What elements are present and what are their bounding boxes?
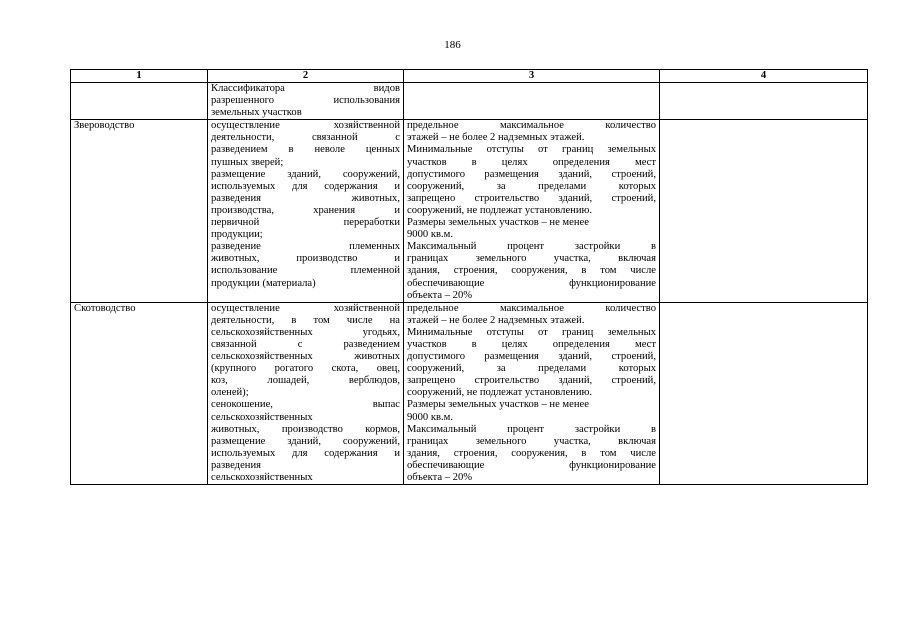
text-line: здания, строения, сооружения, в том числе (407, 265, 656, 277)
text-line: сооружений, за пределами которых (407, 180, 656, 192)
table-row (71, 302, 868, 484)
land-use-parameters (404, 302, 660, 484)
land-use-col-4 (660, 120, 868, 302)
text-line: коз, лошадей, верблюдов, (211, 375, 400, 387)
text-line: животных, производство и (211, 253, 400, 265)
header-col-1: 1 (71, 70, 208, 83)
text-line: запрещено строительство зданий, строений, (407, 375, 656, 387)
text-line: земельных участков (211, 107, 302, 119)
text-line: 9000 кв.м. (407, 411, 453, 423)
land-use-col-4 (660, 302, 868, 484)
land-use-table (70, 69, 868, 485)
land-use-description (208, 120, 404, 302)
land-use-name (71, 120, 208, 302)
text-line: осуществление хозяйственной (211, 120, 400, 132)
land-use-name (71, 302, 208, 484)
text-line: участков в целях определения мест (407, 338, 656, 350)
text-line: сооружений, за пределами которых (407, 363, 656, 375)
text-line: сельскохозяйственных угодьях, (211, 326, 400, 338)
text-line: Скотоводство (74, 302, 136, 314)
text-line: этажей – не более 2 надземных этажей. (407, 132, 585, 144)
text-line: (крупного рогатого скота, овец, (211, 363, 400, 375)
text-line: используемых для содержания и (211, 180, 400, 192)
text-line: разведением в неволе ценных (211, 144, 400, 156)
text-line: 9000 кв.м. (407, 229, 453, 241)
text-line: предельное максимальное количество (407, 120, 656, 132)
text-line: Максимальный процент застройки в (407, 423, 656, 435)
text-line: первичной переработки (211, 217, 400, 229)
text-line: пушных зверей; (211, 156, 284, 168)
text-line: сенокошение, выпас (211, 399, 400, 411)
text-line: объекта – 20% (407, 472, 473, 483)
land-use-parameters (404, 120, 660, 302)
text-line: Максимальный процент застройки в (407, 241, 656, 253)
text-line: Размеры земельных участков – не менее (407, 217, 589, 229)
header-row (71, 70, 868, 83)
text-line: Минимальные отступы от границ земельных (407, 144, 656, 156)
continuation-col-3 (404, 83, 660, 120)
text-line: используемых для содержания и (211, 447, 400, 459)
text-line: деятельности, в том числе на (211, 314, 400, 326)
text-line: предельное максимальное количество (407, 302, 656, 314)
text-line: этажей – не более 2 надземных этажей. (407, 314, 585, 326)
text-line: размещение зданий, сооружений, (211, 435, 400, 447)
page-number: 186 (444, 39, 461, 51)
continuation-row (71, 83, 868, 120)
text-line: границах земельного участка, включая (407, 253, 656, 265)
text-line: использование племенной (211, 265, 400, 277)
text-line: объекта – 20% (407, 289, 473, 301)
land-use-description (208, 302, 404, 484)
text-line: сооружений, не подлежат установлению. (407, 387, 593, 399)
text-line: продукции (материала) (211, 277, 316, 289)
text-line: разрешенного использования (211, 95, 400, 107)
text-line: производства, хранения и (211, 204, 400, 216)
text-line: деятельности, связанной с (211, 132, 400, 144)
text-line: животных, производство кормов, (211, 423, 400, 435)
text-line: Размеры земельных участков – не менее (407, 399, 589, 411)
text-line: продукции; (211, 229, 263, 241)
text-line: обеспечивающие функционирование (407, 277, 656, 289)
text-line: Классификатора видов (211, 83, 400, 94)
text-line: осуществление хозяйственной (211, 302, 400, 314)
text-line: допустимого размещения зданий, строений, (407, 351, 656, 363)
text-line: размещение зданий, сооружений, (211, 168, 400, 180)
continuation-col-4 (660, 83, 868, 120)
continuation-col-1 (71, 83, 208, 120)
text-line: сооружений, не подлежат установлению. (407, 204, 593, 216)
header-col-2: 2 (208, 70, 404, 83)
text-line: сельскохозяйственных (211, 472, 313, 483)
continuation-col-2 (208, 83, 404, 120)
text-line: разведения (211, 459, 261, 471)
text-line: допустимого размещения зданий, строений, (407, 168, 656, 180)
text-line: обеспечивающие функционирование (407, 459, 656, 471)
text-line: запрещено строительство зданий, строений, (407, 192, 656, 204)
text-line: Минимальные отступы от границ земельных (407, 326, 656, 338)
text-line: границах земельного участка, включая (407, 435, 656, 447)
header-col-4: 4 (660, 70, 868, 83)
text-line: сельскохозяйственных (211, 411, 313, 423)
text-line: оленей); (211, 387, 249, 399)
text-line: Звероводство (74, 120, 135, 132)
text-line: связанной с разведением (211, 338, 400, 350)
text-line: здания, строения, сооружения, в том числе (407, 447, 656, 459)
text-line: разведение племенных (211, 241, 400, 253)
text-line: участков в целях определения мест (407, 156, 656, 168)
text-line: разведения животных, (211, 192, 400, 204)
table-row (71, 120, 868, 302)
text-line: сельскохозяйственных животных (211, 351, 400, 363)
header-col-3: 3 (404, 70, 660, 83)
